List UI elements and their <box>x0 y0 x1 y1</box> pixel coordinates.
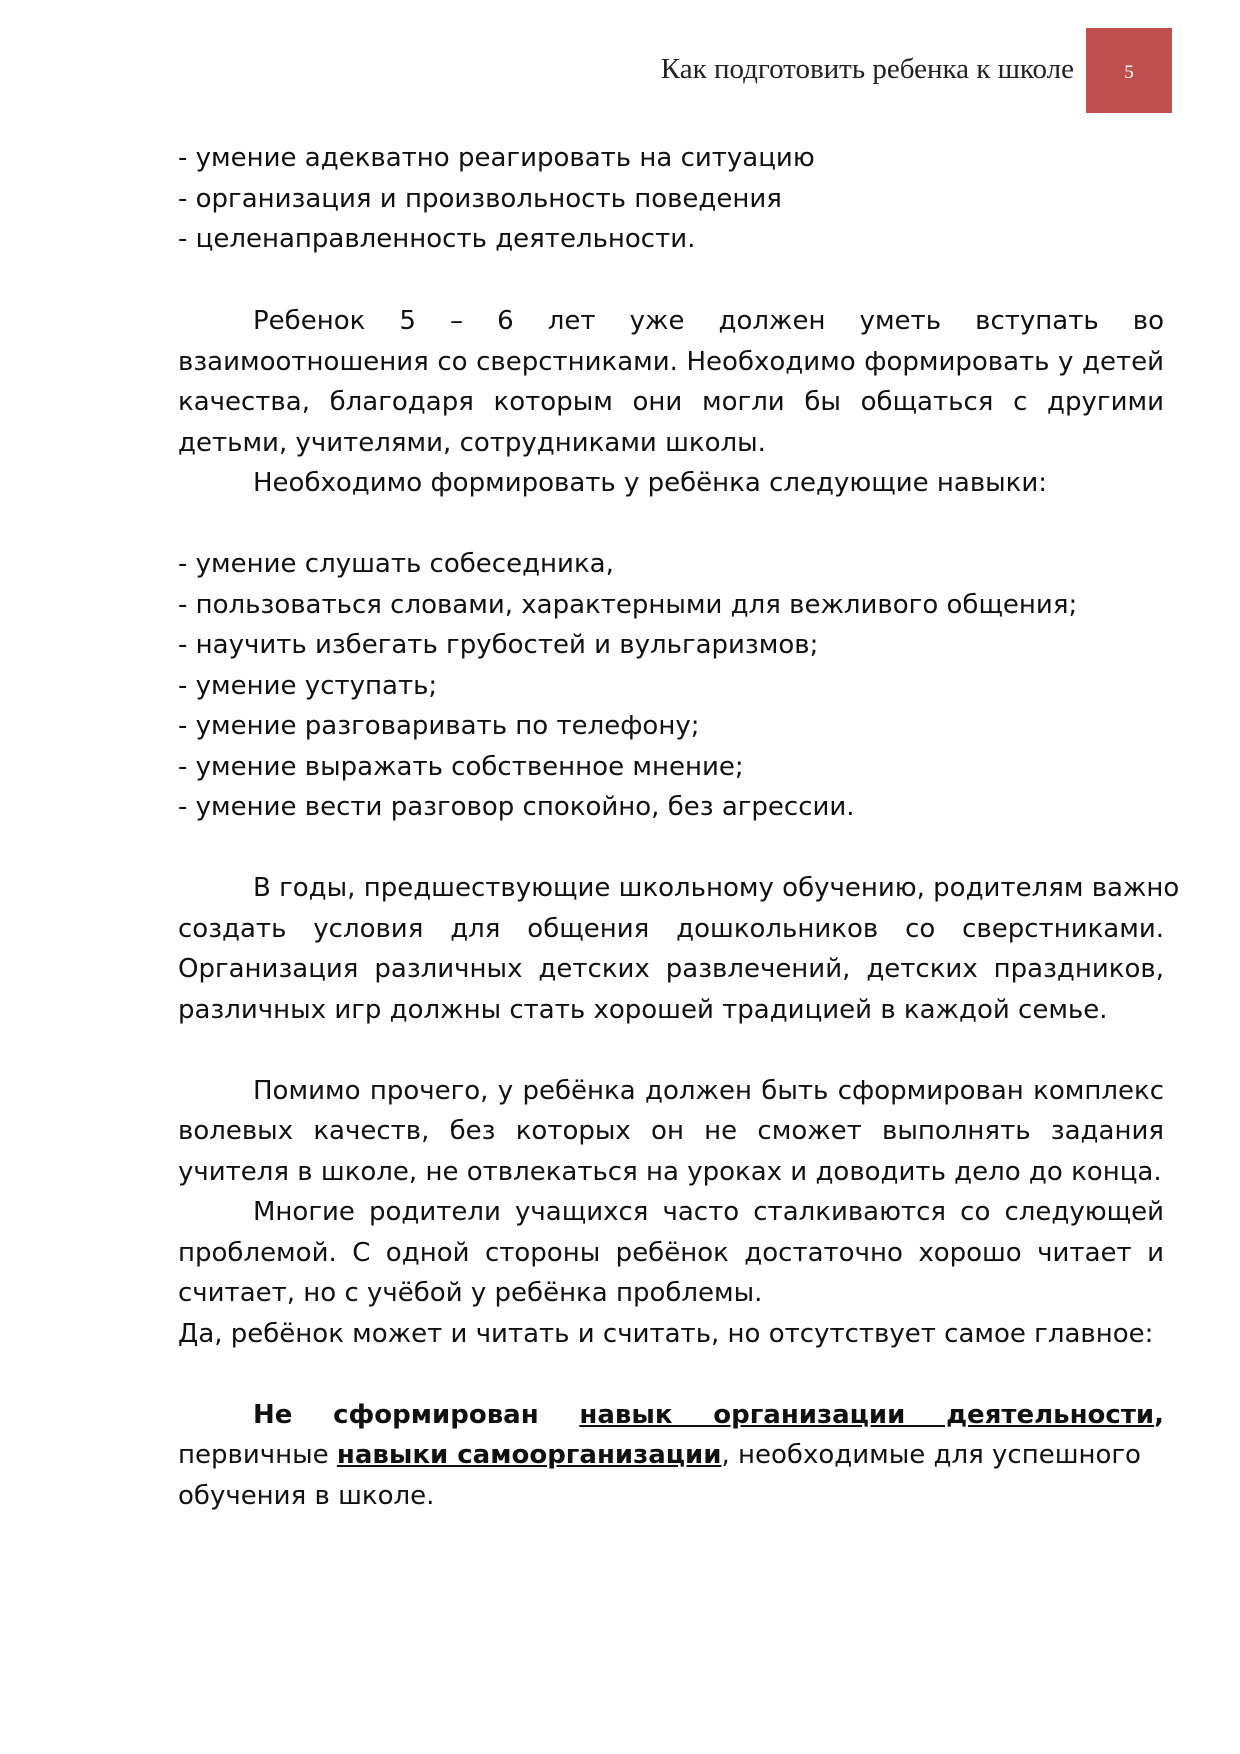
header-title: Как подготовить ребенка к школе <box>660 53 1074 85</box>
list-item: - пользоваться словами, характерными для вежливого общения; <box>178 589 1078 620</box>
paragraph-line: проблемой. С одной стороны ребёнок достаточно хорошо читает и <box>178 1237 1164 1268</box>
conclusion-text: , необходимые для успешного <box>721 1440 1141 1470</box>
paragraph-line: детьми, учителями, сотрудниками школы. <box>178 427 766 458</box>
conclusion-bold-text: Не сформирован <box>253 1399 580 1430</box>
conclusion-text: первичные <box>178 1440 337 1470</box>
paragraph-line: учителя в школе, не отвлекаться на уроках и доводить дело до конца. <box>178 1156 1162 1187</box>
paragraph-line: считает, но с учёбой у ребёнка проблемы. <box>178 1278 763 1308</box>
paragraph-line: Многие родители учащихся часто сталкиваются со следующей <box>253 1197 1164 1227</box>
page-header <box>0 0 1240 120</box>
list-item: - умение вести разговор спокойно, без агрессии. <box>178 792 855 822</box>
conclusion-line-1 <box>178 1395 1164 1436</box>
conclusion-line-2 <box>178 1435 1164 1476</box>
list-item: - научить избегать грубостей и вульгаризмов; <box>178 630 819 660</box>
paragraph-line: различных игр должны стать хорошей традицией в каждой семье. <box>178 994 1108 1025</box>
conclusion-line-3: обучения в школе. <box>178 1480 435 1511</box>
page-number-badge: 5 <box>1086 28 1172 113</box>
emphasis-self-organization-skill: навыки самоорганизации <box>336 1440 722 1470</box>
list-item: - умение выражать собственное мнение; <box>178 751 744 782</box>
page-content <box>178 138 1180 1516</box>
list-item: - целенаправленность деятельности. <box>178 224 696 254</box>
paragraph-line: качества, благодаря которым они могли бы общаться с другими <box>178 387 1164 417</box>
paragraph-line: волевых качеств, без которых он не сможет выполнять задания <box>178 1116 1164 1146</box>
paragraph-line: Необходимо формировать у ребёнка следующие навыки: <box>253 468 1048 498</box>
paragraph-line: Организация различных детских развлечений, детских праздников, <box>178 954 1164 984</box>
conclusion-comma: , <box>1154 1399 1164 1430</box>
list-item: - умение уступать; <box>178 670 438 701</box>
paragraph-line: создать условия для общения дошкольников со сверстниками. <box>178 913 1164 944</box>
list-item: - умение слушать собеседника, <box>178 549 614 579</box>
emphasis-organization-skill: навык организации деятельности <box>579 1399 1155 1430</box>
paragraph-line: Да, ребёнок может и читать и считать, но отсутствует самое главное: <box>178 1318 1154 1349</box>
paragraph-line: взаимоотношения со сверстниками. Необходимо формировать у детей <box>178 346 1164 377</box>
paragraph-line: В годы, предшествующие школьному обучению, родителям важно <box>253 873 1180 903</box>
list-item: - умение адекватно реагировать на ситуацию <box>178 143 815 173</box>
paragraph-line: Помимо прочего, у ребёнка должен быть сформирован комплекс <box>253 1075 1164 1106</box>
list-item: - организация и произвольность поведения <box>178 183 782 214</box>
list-item: - умение разговаривать по телефону; <box>178 711 700 741</box>
paragraph-line: Ребенок 5 – 6 лет уже должен уметь вступать во <box>253 306 1164 336</box>
